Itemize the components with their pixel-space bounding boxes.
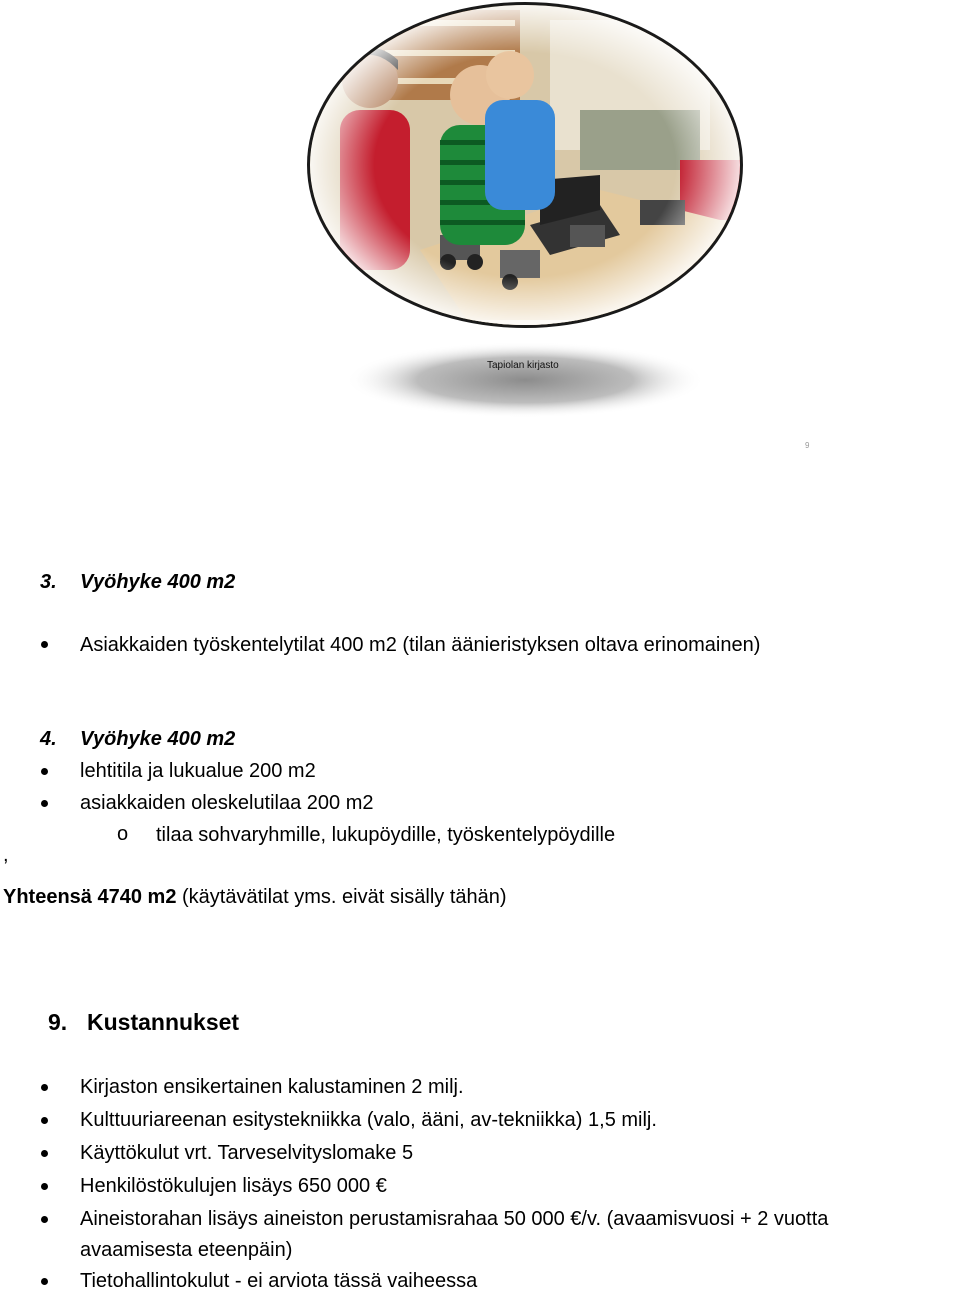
zone4-sub-bullet: tilaa sohvaryhmille, lukupöydille, työskentelypöydille xyxy=(156,824,616,846)
zone4-title: Vyöhyke 400 m2 xyxy=(80,728,236,750)
bullet-dot xyxy=(41,800,48,807)
costs-bullet-2: Kulttuuriareenan esitystekniikka (valo, ääni, av-tekniikka) 1,5 milj. xyxy=(80,1109,657,1131)
bullet-dot xyxy=(41,1183,48,1190)
costs-bullet-3: Käyttökulut vrt. Tarveselvityslomake 5 xyxy=(80,1142,414,1164)
bullet-dot xyxy=(41,1216,48,1223)
costs-bullet-5-cont: avaamisesta eteenpäin) xyxy=(80,1239,293,1261)
total-line xyxy=(3,885,507,909)
costs-bullet-1: Kirjaston ensikertainen kalustaminen 2 milj. xyxy=(80,1076,464,1098)
bullet-dot xyxy=(41,641,48,648)
bullet-dot xyxy=(41,1150,48,1157)
costs-title: Kustannukset xyxy=(87,1009,240,1035)
zone4-bullet-2: asiakkaiden oleskelutilaa 200 m2 xyxy=(80,792,374,814)
bullet-dot xyxy=(41,1084,48,1091)
costs-bullet-6: Tietohallintokulut - ei arviota tässä vaiheessa xyxy=(80,1270,478,1292)
zone3-bullet-1: Asiakkaiden työskentelytilat 400 m2 (tilan äänieristyksen oltava erinomainen) xyxy=(80,634,761,656)
costs-bullet-4: Henkilöstökulujen lisäys 650 000 € xyxy=(80,1175,387,1197)
zone4-bullet-1: lehtitila ja lukualue 200 m2 xyxy=(80,760,316,782)
photo-figure xyxy=(300,0,760,420)
stray-comma: , xyxy=(3,844,9,866)
costs-number: 9. xyxy=(48,1009,68,1035)
total-bold: Yhteensä 4740 m2 xyxy=(3,886,177,908)
page-number: 9 xyxy=(805,441,810,450)
zone4-number: 4. xyxy=(40,728,57,750)
costs-bullet-5: Aineistorahan lisäys aineiston perustamisrahaa 50 000 €/v. (avaamisvuosi + 2 vuotta xyxy=(80,1208,829,1230)
zone3-title: Vyöhyke 400 m2 xyxy=(80,571,236,593)
bullet-dot xyxy=(41,768,48,775)
bullet-dot xyxy=(41,1117,48,1124)
children-robotics-photo xyxy=(300,0,760,420)
sub-bullet-marker: o xyxy=(117,823,129,845)
total-rest: (käytävätilat yms. eivät sisälly tähän) xyxy=(176,886,507,908)
photo-caption: Tapiolan kirjasto xyxy=(487,360,559,371)
bullet-dot xyxy=(41,1278,48,1285)
zone3-number: 3. xyxy=(40,571,57,593)
